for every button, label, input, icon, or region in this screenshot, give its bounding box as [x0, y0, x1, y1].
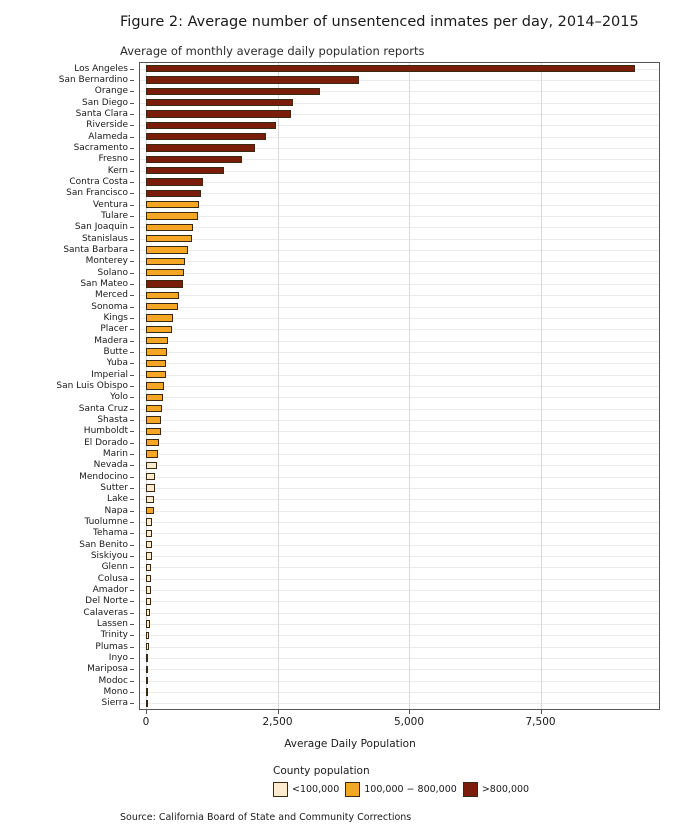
y-axis-tick-label: Tehama — [92, 528, 128, 539]
figure-subtitle: Average of monthly average daily population reports — [120, 44, 425, 58]
y-axis-tick-mark — [130, 420, 134, 421]
bar — [146, 110, 291, 117]
y-axis-tick-label: Humboldt — [83, 426, 128, 437]
bar — [146, 76, 359, 83]
legend-label: 100,000 − 800,000 — [364, 784, 457, 795]
y-axis-tick-label: Monterey — [85, 256, 128, 267]
gridline-horizontal — [140, 567, 659, 568]
y-axis-tick-mark — [130, 454, 134, 455]
x-axis-tick-mark — [409, 710, 410, 714]
bar — [146, 224, 193, 231]
legend-item — [345, 782, 457, 797]
y-axis-tick-mark — [130, 681, 134, 682]
bar — [146, 586, 151, 593]
y-axis-tick-label: Santa Cruz — [78, 403, 128, 414]
bar — [146, 666, 148, 673]
y-axis-tick-mark — [130, 692, 134, 693]
bar — [146, 360, 166, 367]
bar — [146, 246, 188, 253]
y-axis-tick-mark — [130, 182, 134, 183]
y-axis-tick-label: Sutter — [100, 483, 128, 493]
legend-swatch — [463, 782, 478, 797]
bar — [146, 99, 293, 106]
y-axis-tick-mark — [130, 647, 134, 648]
y-axis-tick-mark — [130, 635, 134, 636]
y-axis-tick-mark — [130, 545, 134, 546]
y-axis-tick-mark — [130, 261, 134, 262]
bar — [146, 598, 151, 605]
x-axis-tick-mark — [146, 710, 147, 714]
bar — [146, 167, 224, 174]
y-axis-tick-label: Amador — [92, 585, 128, 595]
y-axis-tick-mark — [130, 205, 134, 206]
gridline-vertical — [278, 63, 279, 709]
bar — [146, 654, 148, 661]
y-axis-tick-label: San Diego — [82, 97, 128, 108]
gridline-horizontal — [140, 273, 659, 274]
gridline-horizontal — [140, 193, 659, 194]
gridline-horizontal — [140, 250, 659, 251]
y-axis-tick-label: Shasta — [97, 415, 128, 425]
legend-label: <100,000 — [292, 784, 340, 795]
y-axis-tick-label: Placer — [100, 324, 128, 335]
y-axis-tick-label: Fresno — [98, 154, 128, 165]
y-axis-tick-label: Siskiyou — [90, 551, 128, 561]
bar — [146, 530, 152, 537]
y-axis-tick-label: Plumas — [95, 641, 128, 652]
bar — [146, 314, 173, 321]
bar — [146, 371, 166, 378]
bar — [146, 473, 155, 480]
gridline-horizontal — [140, 647, 659, 648]
y-axis-tick-label: San Bernardino — [58, 75, 128, 85]
gridline-horizontal — [140, 443, 659, 444]
y-axis-tick-mark — [130, 80, 134, 81]
y-axis-tick-label: Stanislaus — [81, 233, 128, 244]
bar — [146, 394, 163, 401]
y-axis-tick-mark — [130, 386, 134, 387]
y-axis-tick-mark — [130, 488, 134, 489]
x-axis-tick-label: 0 — [142, 716, 150, 728]
gridline-horizontal — [140, 499, 659, 500]
y-axis-tick-label: Sacramento — [73, 143, 128, 153]
bar — [146, 484, 155, 491]
y-axis-tick-mark — [130, 307, 134, 308]
y-axis-tick-label: San Joaquin — [74, 222, 128, 233]
bar — [146, 575, 151, 582]
bar — [146, 292, 179, 299]
gridline-horizontal — [140, 409, 659, 410]
y-axis-tick-label: Colusa — [97, 573, 128, 584]
gridline-horizontal — [140, 182, 659, 183]
y-axis-tick-mark — [130, 556, 134, 557]
legend — [273, 765, 533, 797]
y-axis-tick-label: Trinity — [100, 630, 128, 641]
y-axis-tick-label: Los Angeles — [74, 63, 128, 74]
bar — [146, 212, 198, 219]
gridline-horizontal — [140, 261, 659, 262]
bar — [146, 700, 148, 707]
y-axis-tick-mark — [130, 522, 134, 523]
gridline-horizontal — [140, 397, 659, 398]
y-axis-tick-mark — [130, 601, 134, 602]
y-axis-tick-mark — [130, 69, 134, 70]
gridline-horizontal — [140, 295, 659, 296]
legend-item — [273, 782, 339, 797]
y-axis-tick-label: Ventura — [92, 199, 128, 210]
bar — [146, 688, 148, 695]
gridline-horizontal — [140, 318, 659, 319]
bar — [146, 348, 167, 355]
bar — [146, 620, 150, 627]
gridline-horizontal — [140, 522, 659, 523]
gridline-horizontal — [140, 431, 659, 432]
bar — [146, 552, 152, 559]
y-axis-tick-mark — [130, 624, 134, 625]
y-axis-tick-label: Yuba — [106, 358, 128, 369]
y-axis-tick-label: Tuolumne — [84, 517, 128, 527]
bar — [146, 337, 168, 344]
y-axis-tick-label: Santa Barbara — [63, 245, 128, 255]
gridline-horizontal — [140, 635, 659, 636]
y-axis-tick-label: Madera — [94, 335, 128, 346]
y-axis-tick-label: San Luis Obispo — [56, 381, 128, 391]
x-axis-tick-label: 5,000 — [393, 716, 425, 728]
y-axis-tick-label: Calaveras — [83, 607, 128, 618]
bar — [146, 280, 183, 287]
y-axis-tick-mark — [130, 295, 134, 296]
bar — [146, 269, 184, 276]
gridline-horizontal — [140, 658, 659, 659]
y-axis-tick-label: Sierra — [101, 698, 128, 709]
x-axis-tick-label: 7,500 — [525, 716, 556, 728]
y-axis-tick-label: Glenn — [101, 562, 128, 573]
gridline-horizontal — [140, 205, 659, 206]
y-axis-tick-label: Butte — [103, 347, 128, 357]
y-axis-tick-mark — [130, 409, 134, 410]
y-axis-tick-mark — [130, 329, 134, 330]
y-axis-tick-mark — [130, 363, 134, 364]
bar — [146, 428, 161, 435]
gridline-horizontal — [140, 692, 659, 693]
legend-items — [273, 782, 533, 797]
y-axis-tick-mark — [130, 148, 134, 149]
gridline-horizontal — [140, 307, 659, 308]
gridline-horizontal — [140, 454, 659, 455]
bar — [146, 609, 150, 616]
gridline-vertical — [409, 63, 410, 709]
bar — [146, 677, 148, 684]
gridline-horizontal — [140, 284, 659, 285]
y-axis-tick-label: San Benito — [79, 539, 128, 550]
y-axis-tick-label: San Mateo — [80, 279, 128, 289]
y-axis-tick-mark — [130, 318, 134, 319]
gridline-horizontal — [140, 533, 659, 534]
y-axis-tick-mark — [130, 375, 134, 376]
y-axis-tick-mark — [130, 227, 134, 228]
y-axis-tick-mark — [130, 511, 134, 512]
y-axis-tick-mark — [130, 499, 134, 500]
y-axis-tick-mark — [130, 250, 134, 251]
y-axis-tick-mark — [130, 443, 134, 444]
y-axis-tick-mark — [130, 352, 134, 353]
y-axis-tick-label: San Francisco — [66, 188, 128, 199]
bar — [146, 156, 242, 163]
bar — [146, 632, 149, 639]
gridline-horizontal — [140, 375, 659, 376]
gridline-horizontal — [140, 579, 659, 580]
gridline-horizontal — [140, 341, 659, 342]
y-axis-tick-mark — [130, 91, 134, 92]
y-axis-tick-mark — [130, 125, 134, 126]
y-axis-tick-mark — [130, 590, 134, 591]
y-axis-tick-mark — [130, 669, 134, 670]
gridline-horizontal — [140, 386, 659, 387]
y-axis-tick-mark — [130, 193, 134, 194]
legend-title: County population — [273, 765, 370, 777]
bar — [146, 507, 154, 514]
gridline-horizontal — [140, 352, 659, 353]
gridline-vertical — [541, 63, 542, 709]
bar — [146, 518, 152, 525]
y-axis-tick-label: Mono — [103, 687, 128, 697]
bar — [146, 643, 149, 650]
y-axis-tick-mark — [130, 114, 134, 115]
gridline-horizontal — [140, 216, 659, 217]
y-axis-tick-mark — [130, 137, 134, 138]
y-axis-tick-mark — [130, 273, 134, 274]
gridline-horizontal — [140, 590, 659, 591]
y-axis-tick-label: Alameda — [88, 131, 128, 142]
y-axis-tick-mark — [130, 658, 134, 659]
x-axis-title: Average Daily Population — [284, 738, 416, 750]
bar — [146, 122, 276, 129]
x-axis-tick-mark — [278, 710, 279, 714]
y-axis-tick-mark — [130, 397, 134, 398]
bar — [146, 178, 203, 185]
x-axis-ticks — [139, 710, 660, 734]
y-axis-tick-mark — [130, 465, 134, 466]
bar — [146, 65, 635, 72]
y-axis-tick-mark — [130, 171, 134, 172]
y-axis-tick-label: Modoc — [98, 675, 128, 686]
y-axis-tick-label: Orange — [94, 86, 128, 97]
gridline-horizontal — [140, 477, 659, 478]
bar — [146, 564, 151, 571]
y-axis-labels — [0, 62, 134, 710]
bar — [146, 235, 192, 242]
y-axis-tick-mark — [130, 613, 134, 614]
bar — [146, 416, 161, 423]
legend-swatch — [273, 782, 288, 797]
bar — [146, 450, 158, 457]
gridline-horizontal — [140, 556, 659, 557]
bar — [146, 382, 164, 389]
y-axis-tick-label: Riverside — [86, 120, 128, 131]
y-axis-tick-label: Merced — [94, 290, 128, 301]
y-axis-tick-label: Napa — [104, 505, 128, 516]
bar — [146, 462, 157, 469]
y-axis-tick-label: Santa Clara — [75, 109, 128, 119]
bar — [146, 439, 159, 446]
gridline-horizontal — [140, 669, 659, 670]
gridline-horizontal — [140, 488, 659, 489]
gridline-horizontal — [140, 624, 659, 625]
gridline-horizontal — [140, 329, 659, 330]
y-axis-tick-mark — [130, 103, 134, 104]
y-axis-tick-label: Contra Costa — [69, 177, 128, 187]
legend-label: >800,000 — [481, 784, 530, 795]
legend-item — [463, 782, 529, 797]
y-axis-tick-mark — [130, 567, 134, 568]
gridline-horizontal — [140, 511, 659, 512]
y-axis-tick-mark — [130, 533, 134, 534]
y-axis-tick-label: Marin — [102, 449, 128, 459]
bar — [146, 496, 154, 503]
y-axis-tick-label: Tulare — [101, 211, 128, 221]
y-axis-tick-label: Del Norte — [85, 596, 128, 607]
y-axis-tick-mark — [130, 159, 134, 160]
y-axis-tick-mark — [130, 341, 134, 342]
bar — [146, 303, 178, 310]
y-axis-tick-label: Inyo — [108, 653, 128, 663]
bar — [146, 133, 266, 140]
y-axis-tick-label: Mendocino — [79, 471, 128, 482]
y-axis-tick-label: Lassen — [96, 619, 128, 629]
bar — [146, 201, 199, 208]
gridline-horizontal — [140, 545, 659, 546]
y-axis-tick-label: Kern — [107, 165, 128, 176]
y-axis-tick-mark — [130, 703, 134, 704]
plot-panel — [139, 62, 660, 710]
y-axis-tick-label: Sonoma — [91, 301, 128, 312]
y-axis-tick-label: Yolo — [110, 392, 128, 403]
source-note: Source: California Board of State and Community Corrections — [120, 812, 412, 823]
y-axis-tick-label: Mariposa — [87, 664, 128, 675]
y-axis-tick-label: Lake — [107, 494, 128, 505]
gridline-horizontal — [140, 420, 659, 421]
figure-title: Figure 2: Average number of unsentenced inmates per day, 2014–2015 — [120, 14, 639, 30]
gridline-horizontal — [140, 601, 659, 602]
bar — [146, 541, 152, 548]
x-axis-tick-mark — [541, 710, 542, 714]
bar — [146, 88, 320, 95]
gridline-horizontal — [140, 465, 659, 466]
y-axis-tick-mark — [130, 431, 134, 432]
gridline-horizontal — [140, 227, 659, 228]
bar — [146, 326, 172, 333]
x-axis-tick-label: 2,500 — [262, 716, 293, 728]
bar — [146, 405, 162, 412]
y-axis-tick-label: El Dorado — [84, 437, 128, 448]
bar — [146, 258, 185, 265]
y-axis-tick-label: Kings — [103, 313, 128, 323]
y-axis-tick-label: Solano — [97, 267, 128, 278]
legend-swatch — [345, 782, 360, 797]
gridline-horizontal — [140, 363, 659, 364]
gridline-horizontal — [140, 703, 659, 704]
gridline-horizontal — [140, 239, 659, 240]
bar — [146, 190, 201, 197]
y-axis-tick-mark — [130, 579, 134, 580]
y-axis-tick-mark — [130, 239, 134, 240]
gridline-horizontal — [140, 613, 659, 614]
y-axis-tick-label: Nevada — [93, 460, 128, 471]
y-axis-tick-mark — [130, 216, 134, 217]
y-axis-tick-label: Imperial — [91, 369, 128, 380]
y-axis-tick-mark — [130, 477, 134, 478]
bar — [146, 144, 255, 151]
gridline-horizontal — [140, 681, 659, 682]
y-axis-tick-mark — [130, 284, 134, 285]
